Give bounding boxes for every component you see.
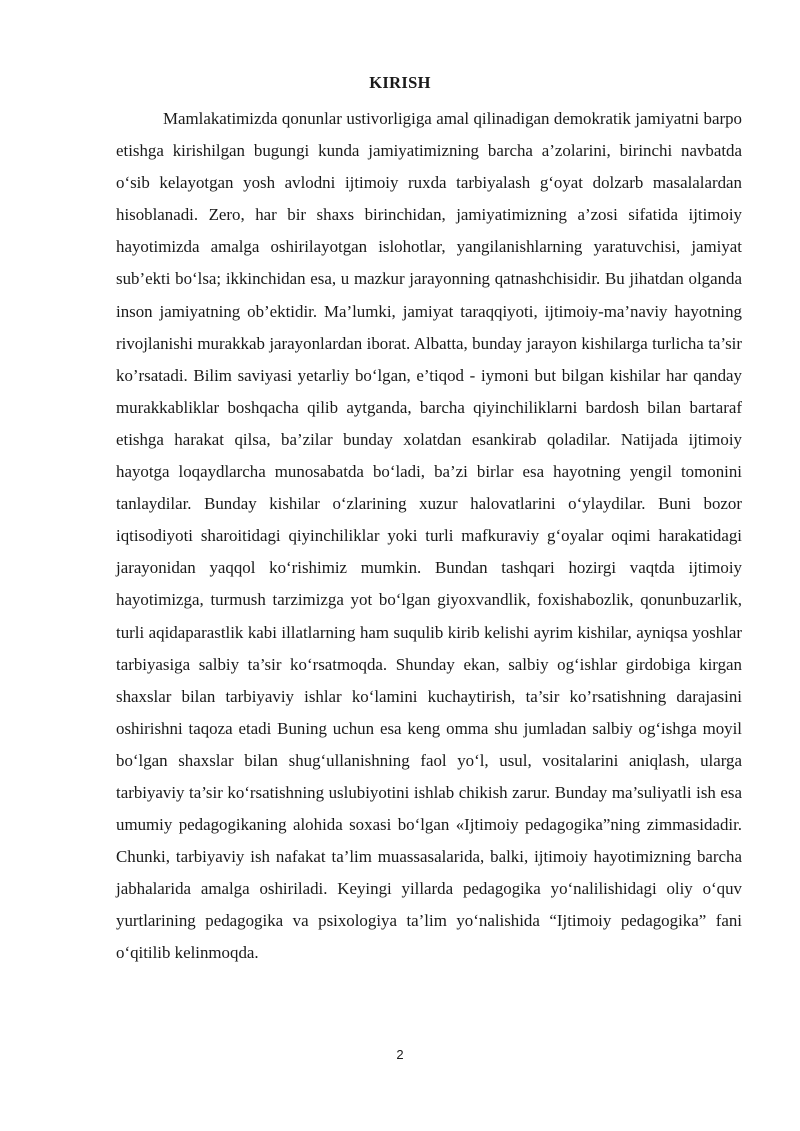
page-title: KIRISH [369,73,431,92]
body-text [116,103,742,970]
paragraph: Mamlakatimizda qonunlar ustivorligiga amal qilinadigan demokratik jamiyatni barpo etishga kirishilgan bugungi kunda jamiyatimizning barcha a’zolarini, birinchi navbatda o‘sib kelayotgan yosh avlodni ijtimoiy ruxda tarbiyalash g‘oyat dolzarb masalalardan hisoblanadi. Zero, har bir shaxs birinchidan, jamiyatimizning a’zosi sifatida ijtimoiy hayotimizda amalga oshirilayotgan islohotlar, yangilanishlarning yaratuvchisi, jamiyat sub’ekti bo‘lsa; ikkinchidan esa, u mazkur jarayonning qatnashchisidir. Bu jihatdan olganda inson jamiyatning ob’ektidir. Ma’lumki, jamiyat taraqqiyoti, ijtimoiy-ma’naviy hayotning rivojlanishi murakkab jarayonlardan iborat. Albatta, bunday jarayon kishilarga turlicha ta’sir ko’rsatadi. Bilim saviyasi yetarliy bo‘lgan, e’tiqod - iymoni but bilgan kishilar har qanday murakkabliklar boshqacha qilib aytganda, barcha qiyinchiliklarni bardosh bilan bartaraf etishga harakat qilsa, ba’zilar bunday xolatdan esankirab qoladilar. Natijada ijtimoiy hayotga loqaydlarcha munosabatda bo‘ladi, ba’zi birlar esa hayotning yengil tomonini tanlaydilar. Bunday kishilar o‘zlarining xuzur halovatlarini o‘ylaydilar. Buni bozor iqtisodiyoti sharoitidagi qiyinchiliklar yoki turli mafkuraviy g‘oyalar oqimi harakatidagi jarayonidan yaqqol ko‘rishimiz mumkin. Bundan tashqari hozirgi vaqtda ijtimoiy hayotimizga, turmush tarzimizga yot bo‘lgan giyoxvandlik, foxishabozlik, qonunbuzarlik, turli aqidaparastlik kabi illatlarning ham suqulib kirib kelishi ayrim kishilar, ayniqsa yoshlar tarbiyasiga salbiy ta’sir ko‘rsatmoqda. Shunday ekan, salbiy og‘ishlar girdobiga kirgan shaxslar bilan tarbiyaviy ishlar ko‘lamini kuchaytirish, ta’sir ko’rsatishning darajasini oshirishni taqoza etadi Buning uchun esa keng omma shu jumladan salbiy og‘ishga moyil bo‘lgan shaxslar bilan shug‘ullanishning faol yo‘l, usul, vositalarini aniqlash, ularga tarbiyaviy ta’sir ko‘rsatishning uslubiyotini ishlab chikish zarur. Bunday ma’suliyatli ish esa umumiy pedagogikaning alohida soxasi bo‘lgan «Ijtimoiy pedagogika”ning zimmasidadir. Chunki, tarbiyaviy ish nafakat ta’lim muassasalarida, balki, ijtimoiy hayotimizning barcha jabhalarida amalga oshiriladi. Keyingi yillarda pedagogika yo‘nalilishidagi oliy o‘quv yurtlarining pedagogika va psixologiya ta’lim yo‘nalishida “Ijtimoiy pedagogika” fani o‘qitilib kelinmoqda. [116,109,742,963]
page-number: 2 [396,1047,404,1062]
